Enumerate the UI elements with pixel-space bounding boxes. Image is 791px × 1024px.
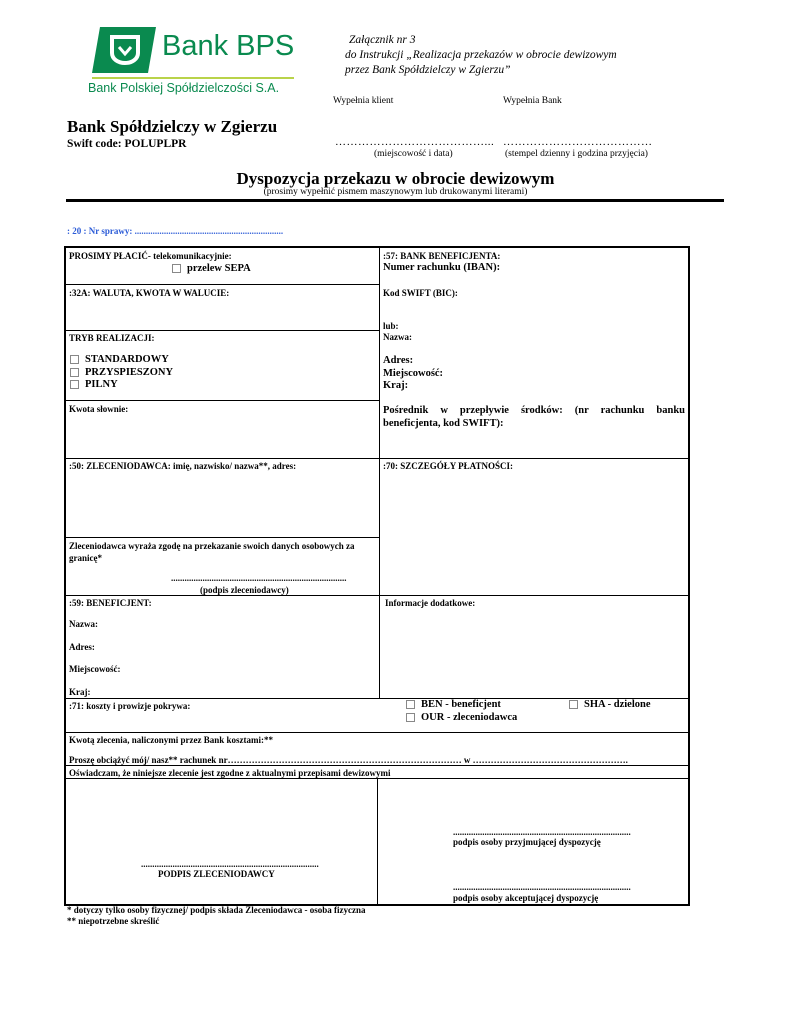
or-label: lub: bbox=[383, 321, 399, 331]
logo-divider bbox=[92, 77, 294, 79]
costs-label: :71: koszty i prowizje pokrywa: bbox=[69, 701, 191, 711]
cost-sha-checkbox[interactable]: SHA - dzielone bbox=[569, 699, 651, 710]
beneficiary-label: :59: BENEFICJENT: bbox=[69, 598, 152, 608]
column-divider bbox=[379, 248, 380, 698]
receiver-signature-dots[interactable]: ............................................................................... bbox=[453, 827, 631, 837]
orderer-signature-field[interactable]: .............................................................................. bbox=[171, 573, 347, 583]
bank-name-label: Nazwa: bbox=[383, 332, 412, 342]
stamp-field[interactable]: ………………………………… bbox=[503, 136, 653, 148]
checkbox-icon[interactable] bbox=[406, 700, 415, 709]
logo-name: Bank BPS bbox=[162, 30, 295, 62]
checkbox-icon[interactable] bbox=[70, 355, 79, 364]
pay-header: PROSIMY PŁACIĆ- telekomunikacyjnie: bbox=[69, 251, 232, 261]
checkbox-icon[interactable] bbox=[172, 264, 181, 273]
acceptor-signature-caption: podpis osoby akceptującej dyspozycję bbox=[453, 893, 599, 903]
mode-urgent-checkbox[interactable]: PILNY bbox=[70, 379, 118, 390]
divider bbox=[66, 284, 379, 285]
logo-subtitle: Bank Polskiej Spółdzielczości S.A. bbox=[88, 81, 280, 95]
case-number-field[interactable]: : 20 : Nr sprawy: .................................................................. bbox=[67, 226, 284, 236]
divider bbox=[66, 732, 688, 733]
beneficiary-address-label: Adres: bbox=[69, 642, 95, 652]
place-date-label: (miejscowość i data) bbox=[374, 149, 453, 159]
signature-divider bbox=[377, 778, 378, 904]
bank-country-label: Kraj: bbox=[383, 380, 409, 391]
beneficiary-city-label: Miejscowość: bbox=[69, 664, 121, 674]
divider bbox=[66, 330, 379, 331]
beneficiary-name-label: Nazwa: bbox=[69, 619, 98, 629]
divider bbox=[66, 595, 688, 596]
title-rule bbox=[66, 199, 724, 202]
intermediary-label: Pośrednik w przepływie środków: (nr rachunku banku beneficjenta, kod SWIFT): bbox=[383, 405, 685, 429]
additional-info-label: Informacje dodatkowe: bbox=[385, 598, 476, 608]
divider bbox=[66, 537, 379, 538]
checkbox-icon[interactable] bbox=[569, 700, 578, 709]
place-date-field[interactable]: …………………………………... bbox=[335, 136, 495, 148]
swift-bic-label: Kod SWIFT (BIC): bbox=[383, 288, 458, 298]
checkbox-icon[interactable] bbox=[70, 368, 79, 377]
consent-text: Zleceniodawca wyraża zgodę na przekazanie swoich danych osobowych za granicę* bbox=[69, 541, 355, 563]
cost-our-checkbox[interactable]: OUR - zleceniodawca bbox=[406, 712, 517, 723]
fill-client-label: Wypełnia klient bbox=[333, 96, 394, 106]
cost-ben-checkbox[interactable]: BEN - beneficjent bbox=[406, 699, 501, 710]
page-title: Dyspozycja przekazu w obrocie dewizowym bbox=[236, 169, 555, 188]
receiver-signature-caption: podpis osoby przyjmującej dyspozycję bbox=[453, 837, 601, 847]
orderer-signature-caption: PODPIS ZLECENIODAWCY bbox=[158, 869, 275, 879]
checkbox-icon[interactable] bbox=[406, 713, 415, 722]
fill-bank-label: Wypełnia Bank bbox=[503, 96, 562, 106]
checkbox-icon[interactable] bbox=[70, 380, 79, 389]
mode-fast-checkbox[interactable]: PRZYSPIESZONY bbox=[70, 367, 173, 378]
acceptor-signature-dots[interactable]: ............................................................................... bbox=[453, 882, 631, 892]
beneficiary-bank-header: :57: BANK BENEFICJENTA: bbox=[383, 251, 501, 261]
bank-address-label: Adres: bbox=[383, 355, 414, 366]
mode-header: TRYB REALIZACJI: bbox=[69, 333, 155, 343]
stamp-label: (stempel dzienny i godzina przyjęcia) bbox=[505, 149, 648, 159]
divider bbox=[66, 778, 688, 779]
iban-label: Numer rachunku (IBAN): bbox=[383, 262, 501, 273]
amount-costs-label: Kwotą zlecenia, naliczonymi przez Bank kosztami:** bbox=[69, 735, 273, 745]
swift-code: Swift code: POLUPLPR bbox=[67, 138, 187, 150]
bank-name: Bank Spółdzielczy w Zgierzu bbox=[67, 117, 278, 136]
orderer-signature-label: (podpis zleceniodawcy) bbox=[200, 585, 289, 595]
divider bbox=[66, 765, 688, 766]
footnote-2: ** niepotrzebne skreślić bbox=[67, 916, 160, 926]
beneficiary-country-label: Kraj: bbox=[69, 687, 91, 697]
footnote-1: * dotyczy tylko osoby fizycznej/ podpis składa Zleceniodawca - osoba fizyczna bbox=[67, 905, 366, 915]
charge-account-field[interactable]: Proszę obciążyć mój/ nasz** rachunek nr…………………………………………………………………… w ……………………………………………. bbox=[69, 755, 628, 765]
bank-city-label: Miejscowość: bbox=[383, 368, 444, 379]
orderer-signature-dots[interactable]: ............................................................................... bbox=[141, 859, 319, 869]
sepa-checkbox[interactable]: przelew SEPA bbox=[172, 263, 251, 274]
amount-words-label: Kwota słownie: bbox=[69, 404, 129, 414]
divider bbox=[66, 400, 379, 401]
bank-bps-logo-icon bbox=[92, 27, 156, 73]
divider bbox=[66, 458, 379, 459]
currency-amount-label: :32A: WALUTA, KWOTA W WALUCIE: bbox=[69, 288, 230, 298]
payment-details-label: :70: SZCZEGÓŁY PŁATNOŚCI: bbox=[383, 461, 514, 471]
page-subtitle: (prosimy wypełnić pismem maszynowym lub drukowanymi literami) bbox=[263, 187, 528, 197]
divider bbox=[379, 458, 688, 459]
attachment-note: Załącznik nr 3 do Instrukcji „Realizacja przekazów w obrocie dewizowym przez Bank Spółdzielczy w Zgierzu” bbox=[345, 34, 617, 76]
mode-standard-checkbox[interactable]: STANDARDOWY bbox=[70, 354, 169, 365]
transfer-form bbox=[64, 246, 690, 906]
statement-text: Oświadczam, że niniejsze zlecenie jest zgodne z aktualnymi przepisami dewizowymi bbox=[69, 768, 391, 778]
orderer-label: :50: ZLECENIODAWCA: imię, nazwisko/ nazwa**, adres: bbox=[69, 461, 297, 471]
